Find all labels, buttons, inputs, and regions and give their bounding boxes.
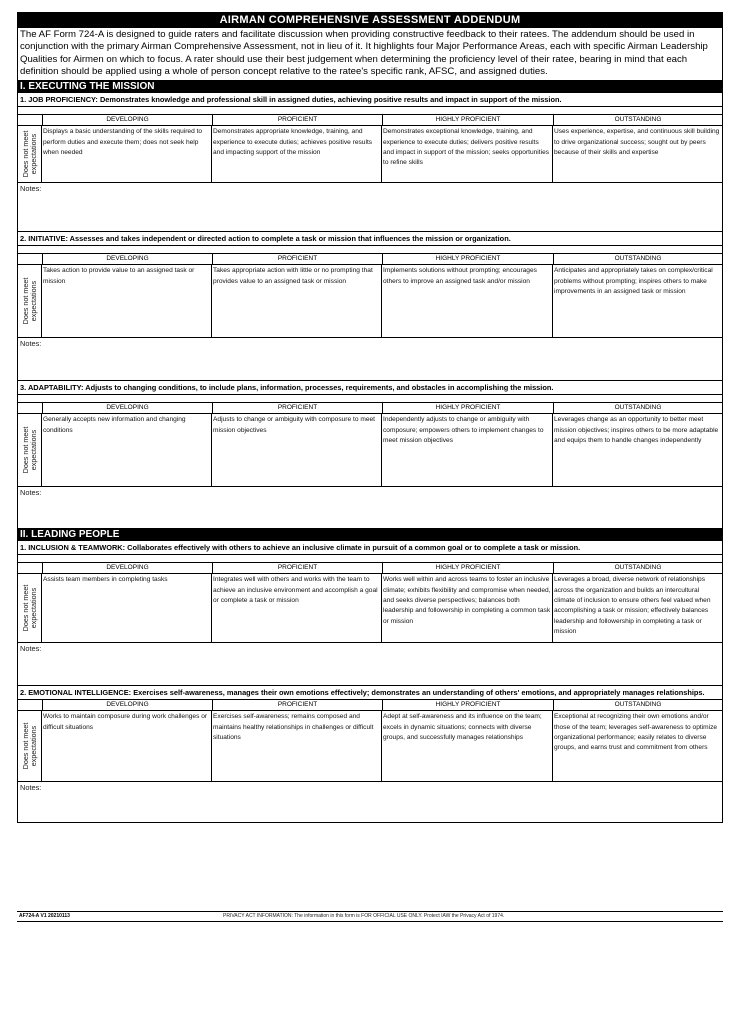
level-cell-developing[interactable]: Works to maintain composure during work challenges or difficult situations [42,711,212,781]
level-header: DEVELOPING [42,115,212,126]
level-cell-highly-proficient[interactable]: Implements solutions without prompting; encourages others to improve an assigned task and/or mission [382,265,553,337]
level-header: HIGHLY PROFICIENT [382,700,553,711]
heading-spacer [18,245,722,253]
rating-grid [18,253,722,337]
does-not-meet-checkbox[interactable] [18,574,42,642]
level-cell-developing[interactable]: Generally accepts new information and changing conditions [42,414,212,486]
level-header: OUTSTANDING [553,403,722,414]
assessment-form [17,12,723,823]
level-cell-developing[interactable]: Assists team members in completing tasks [42,574,212,642]
level-cell-developing[interactable]: Displays a basic understanding of the skills required to perform duties and execute them; does not seek help when needed [42,126,212,182]
level-cell-outstanding[interactable]: Anticipates and appropriately takes on complex/critical problems without prompting; inspires others to make improvements in an assigned task or mission [554,267,713,295]
grid-corner [18,254,42,265]
section-title: II. LEADING PEOPLE [18,529,722,541]
level-header: OUTSTANDING [553,563,722,574]
level-header: DEVELOPING [42,563,212,574]
heading-spacer [18,106,722,114]
level-cell-outstanding[interactable]: Leverages change as an opportunity to better meet mission objectives; inspires others to be more adaptable and equips them to handle changes independently [554,416,719,444]
level-cell-developing[interactable]: Takes action to provide value to an assigned task or mission [42,265,212,337]
item-heading: 1. JOB PROFICIENCY: Demonstrates knowledge and professional skill in assigned duties, achieving positive results and impact in support of the mission. [20,95,562,105]
level-header: DEVELOPING [42,254,212,265]
notes-field[interactable]: Notes: [18,642,722,685]
level-cell-proficient[interactable]: Integrates well with others and works with the team to achieve an inclusive environment and accomplish a goal or complete a task or mission [212,574,382,642]
assessment-item [18,232,722,381]
item-heading: 3. ADAPTABILITY: Adjusts to changing conditions, to include plans, information, processes, requirements, and obstacles in accomplishing the mission. [20,383,554,393]
level-cell-proficient[interactable]: Exercises self-awareness; remains composed and maintains healthy relationships in challenges or difficult situations [212,711,382,781]
does-not-meet-label: expectations [28,430,38,471]
level-header: HIGHLY PROFICIENT [382,254,553,265]
level-header: PROFICIENT [212,403,382,414]
does-not-meet-label: expectations [28,134,38,175]
does-not-meet-label: expectations [28,281,38,322]
level-header: PROFICIENT [212,115,382,126]
level-header: OUTSTANDING [553,700,722,711]
level-cell-highly-proficient[interactable]: Adept at self-awareness and its influence on the team; excels in dynamic situations; connects with diverse groups, and successfully manages relationships [382,711,553,781]
does-not-meet-checkbox[interactable] [18,711,42,781]
item-heading: 2. INITIATIVE: Assesses and takes independent or directed action to complete a task or mission that influences the mission or organization. [20,234,511,244]
grid-corner [18,563,42,574]
level-header: OUTSTANDING [553,254,722,265]
does-not-meet-checkbox[interactable] [18,414,42,486]
rating-grid [18,699,722,781]
level-cell-highly-proficient[interactable]: Independently adjusts to change or ambiguity with composure; empowers others to implement changes to meet mission objectives [382,414,553,486]
level-header: HIGHLY PROFICIENT [382,563,553,574]
grid-corner [18,700,42,711]
section-title: I. EXECUTING THE MISSION [18,81,722,93]
level-cell-outstanding[interactable]: Leverages a broad, diverse network of relationships across the organization and builds an intercultural climate of inclusion to ensure others feel valued when accomplishing a task or mission; effectively balances leadership and followership in completing a task or mission [554,576,711,636]
level-header: DEVELOPING [42,403,212,414]
assessment-item [18,93,722,232]
does-not-meet-label: Does not meet [20,584,30,632]
notes-field[interactable]: Notes: [18,486,722,528]
privacy-notice: PRIVACY ACT INFORMATION: The information in this form is FOR OFFICIAL USE ONLY. Protect IAW the Privacy Act of 1974. [223,913,505,919]
grid-corner [18,115,42,126]
level-header: HIGHLY PROFICIENT [382,115,553,126]
does-not-meet-checkbox[interactable] [18,126,42,182]
form-title: AIRMAN COMPREHENSIVE ASSESSMENT ADDENDUM [18,13,722,28]
form-intro: The AF Form 724-A is designed to guide raters and facilitate discussion when providing constructive feedback to their ratees. The addendum should be used in conjunction with the primary Airman Comprehensive Assessment, not in lieu of it. It highlights four Major Performance Areas, each with specific Airman Leadership Qualities for Airmen on which to focus. A rater should use their best judgement when determining the proficiency level of their ratee, bearing in mind that each definition should be applied using a whole of person concept relative to the ratee's specific rank, AFSC, and assigned duties. [18,28,722,81]
form-id: AF724-A V1 20210113 [19,913,70,919]
level-header: DEVELOPING [42,700,212,711]
notes-field[interactable]: Notes: [18,337,722,380]
heading-spacer [18,394,722,402]
item-heading: 2. EMOTIONAL INTELLIGENCE: Exercises self-awareness, manages their own emotions effectively; demonstrates an understanding of others' emotions, and appropriately manages relationships. [20,688,705,698]
does-not-meet-checkbox[interactable] [18,265,42,337]
does-not-meet-label: expectations [28,588,38,629]
level-cell-proficient[interactable]: Takes appropriate action with little or no prompting that provides value to an assigned task or mission [212,265,382,337]
does-not-meet-label: Does not meet [20,722,30,770]
does-not-meet-label: Does not meet [20,130,30,178]
level-cell-proficient[interactable]: Adjusts to change or ambiguity with composure to meet mission objectives [212,414,382,486]
assessment-item [18,686,722,823]
does-not-meet-label: Does not meet [20,426,30,474]
rating-grid [18,562,722,642]
assessment-item [18,541,722,686]
level-header: PROFICIENT [212,700,382,711]
notes-field[interactable]: Notes: [18,781,722,822]
level-header: PROFICIENT [212,563,382,574]
does-not-meet-label: expectations [28,726,38,767]
level-header: PROFICIENT [212,254,382,265]
level-header: OUTSTANDING [553,115,722,126]
notes-field[interactable]: Notes: [18,182,722,231]
assessment-item [18,381,722,529]
form-footer [17,911,723,922]
level-cell-outstanding[interactable]: Exceptional at recognizing their own emotions and/or those of the team; leverages self-awareness to optimize organizational performance; easily relates to diverse groups, and earns trust and commitment from others [554,713,718,752]
level-cell-highly-proficient[interactable]: Works well within and across teams to foster an inclusive climate; exhibits flexibility and compromise when needed, and seeks diverse perspectives; balances both leadership and followership in completing a common task or mission [382,574,553,642]
rating-grid [18,402,722,486]
heading-spacer [18,554,722,562]
item-heading: 1. INCLUSION & TEAMWORK: Collaborates effectively with others to achieve an inclusive climate in pursuit of a common goal or to complete a task or mission. [20,543,581,553]
level-cell-highly-proficient[interactable]: Demonstrates exceptional knowledge, training, and experience to execute duties; delivers positive results and impact in support of the mission; seeks opportunities to refine skills [382,126,553,182]
does-not-meet-label: Does not meet [20,277,30,325]
level-cell-proficient[interactable]: Demonstrates appropriate knowledge, training, and experience to execute duties; achieves positive results and impacting support of the mission [212,126,382,182]
level-cell-outstanding[interactable]: Uses experience, expertise, and continuous skill building to drive organizational success; sought out by peers because of their skills and expertise [554,128,720,156]
rating-grid [18,114,722,182]
level-header: HIGHLY PROFICIENT [382,403,553,414]
grid-corner [18,403,42,414]
